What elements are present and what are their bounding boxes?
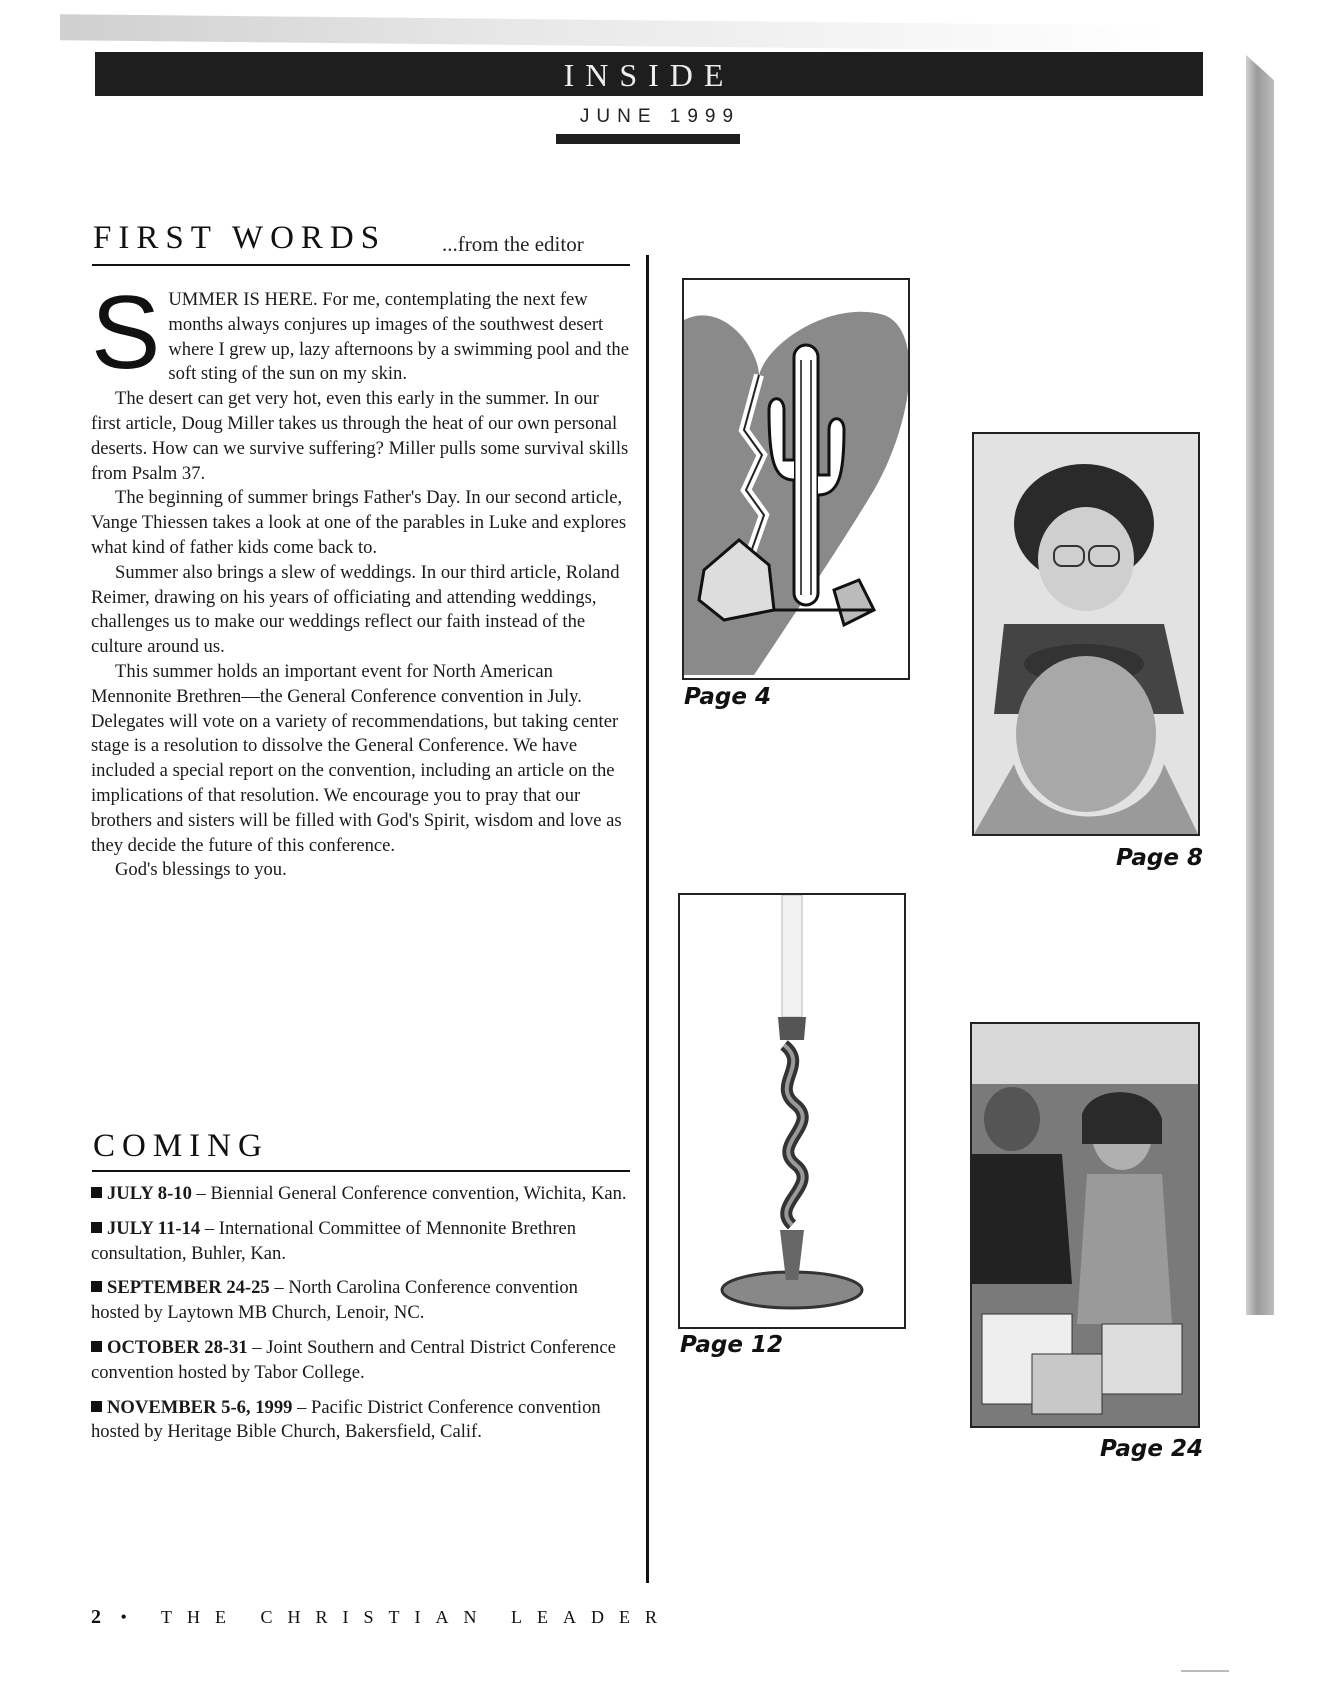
editorial-paragraph: SUMMER IS HERE. For me, contemplating the next few months always conjures up images of the southwest desert where I grew up, lazy afternoons by a swimming pool and the soft sting of the sun on my skin. [91, 275, 629, 391]
first-words-byline: ...from the editor [442, 232, 584, 256]
coming-heading: COMING [93, 1128, 269, 1164]
editorial-paragraph: The desert can get very hot, even this early in the summer. In our first article, Doug Miller takes us through the heat of our own personal deserts. How can we survive suffering? Miller pulls some survival skills from Psalm 37. [91, 388, 629, 484]
header-fade-strip [60, 14, 1170, 52]
list-item: JULY 8-10 – Biennial General Conference convention, Wichita, Kan. [91, 1182, 631, 1207]
column-divider [646, 255, 649, 1583]
date-underline-bar [556, 134, 740, 144]
page-corner-mark [1181, 1670, 1229, 1672]
candlestick-icon [680, 895, 904, 1327]
caption-page-24: Page 24 [1100, 1436, 1203, 1462]
father-son-photo-icon [974, 434, 1198, 834]
page-number: 2 [91, 1606, 101, 1628]
editorial-text [91, 275, 631, 883]
square-bullet-icon [91, 1281, 102, 1292]
couple-with-boxes-photo [970, 1022, 1200, 1428]
issue-date: JUNE 1999 [579, 106, 741, 127]
cactus-heart-icon [684, 280, 908, 678]
coming-events-list [91, 1182, 631, 1455]
square-bullet-icon [91, 1222, 102, 1233]
editorial-paragraph: This summer holds an important event for North American Mennonite Brethren—the General Conference convention in July. Delegates will vote on a variety of recommendations, but taking center stage is a resolution to dissolve the General Conference. We have included a special report on the convention, including an article on the implications of that resolution. We encourage you to pray that our brothers and sisters will be filled with God's Spirit, wisdom and love as they decide the future of this conference. [91, 660, 622, 856]
caption-page-8: Page 8 [1116, 845, 1203, 871]
coming-rule [92, 1170, 630, 1172]
first-words-rule [92, 264, 630, 266]
father-son-photo [972, 432, 1200, 836]
list-item: JULY 11-14 – International Committee of Mennonite Brethren consultation, Buhler, Kan. [91, 1217, 577, 1264]
list-item: NOVEMBER 5-6, 1999 – Pacific District Conference convention hosted by Heritage Bible Church, Bakersfield, Calif. [91, 1396, 601, 1443]
caption-page-12: Page 12 [680, 1332, 783, 1358]
square-bullet-icon [91, 1187, 102, 1198]
couple-photo-icon [972, 1024, 1198, 1426]
list-item: OCTOBER 28-31 – Joint Southern and Central District Conference convention hosted by Tabor College. [91, 1336, 616, 1383]
editorial-paragraph: Summer also brings a slew of weddings. In our third article, Roland Reimer, drawing on his years of officiating and attending weddings, challenges us to make our weddings reflect our faith instead of the culture around us. [91, 561, 620, 658]
footer-separator: • [120, 1607, 142, 1627]
editorial-paragraph: God's blessings to you. [115, 859, 287, 881]
square-bullet-icon [91, 1401, 102, 1412]
publication-name: THE CHRISTIAN LEADER [161, 1607, 672, 1627]
cactus-heart-illustration [682, 278, 910, 680]
section-title: INSIDE [563, 57, 735, 93]
page-footer [91, 1606, 672, 1629]
candlestick-photo [678, 893, 906, 1329]
editorial-paragraph: The beginning of summer brings Father's Day. In our second article, Vange Thiessen takes a look at one of the parables in Luke and explores what kind of father kids come back to. [91, 487, 627, 558]
first-words-heading: FIRST WORDS [93, 220, 387, 256]
list-item: SEPTEMBER 24-25 – North Carolina Conference convention hosted by Laytown MB Church, Lenoir, NC. [91, 1277, 578, 1324]
square-bullet-icon [91, 1341, 102, 1352]
caption-page-4: Page 4 [684, 684, 771, 710]
drop-cap: S [91, 275, 161, 391]
page-edge-shadow [1246, 55, 1274, 1315]
